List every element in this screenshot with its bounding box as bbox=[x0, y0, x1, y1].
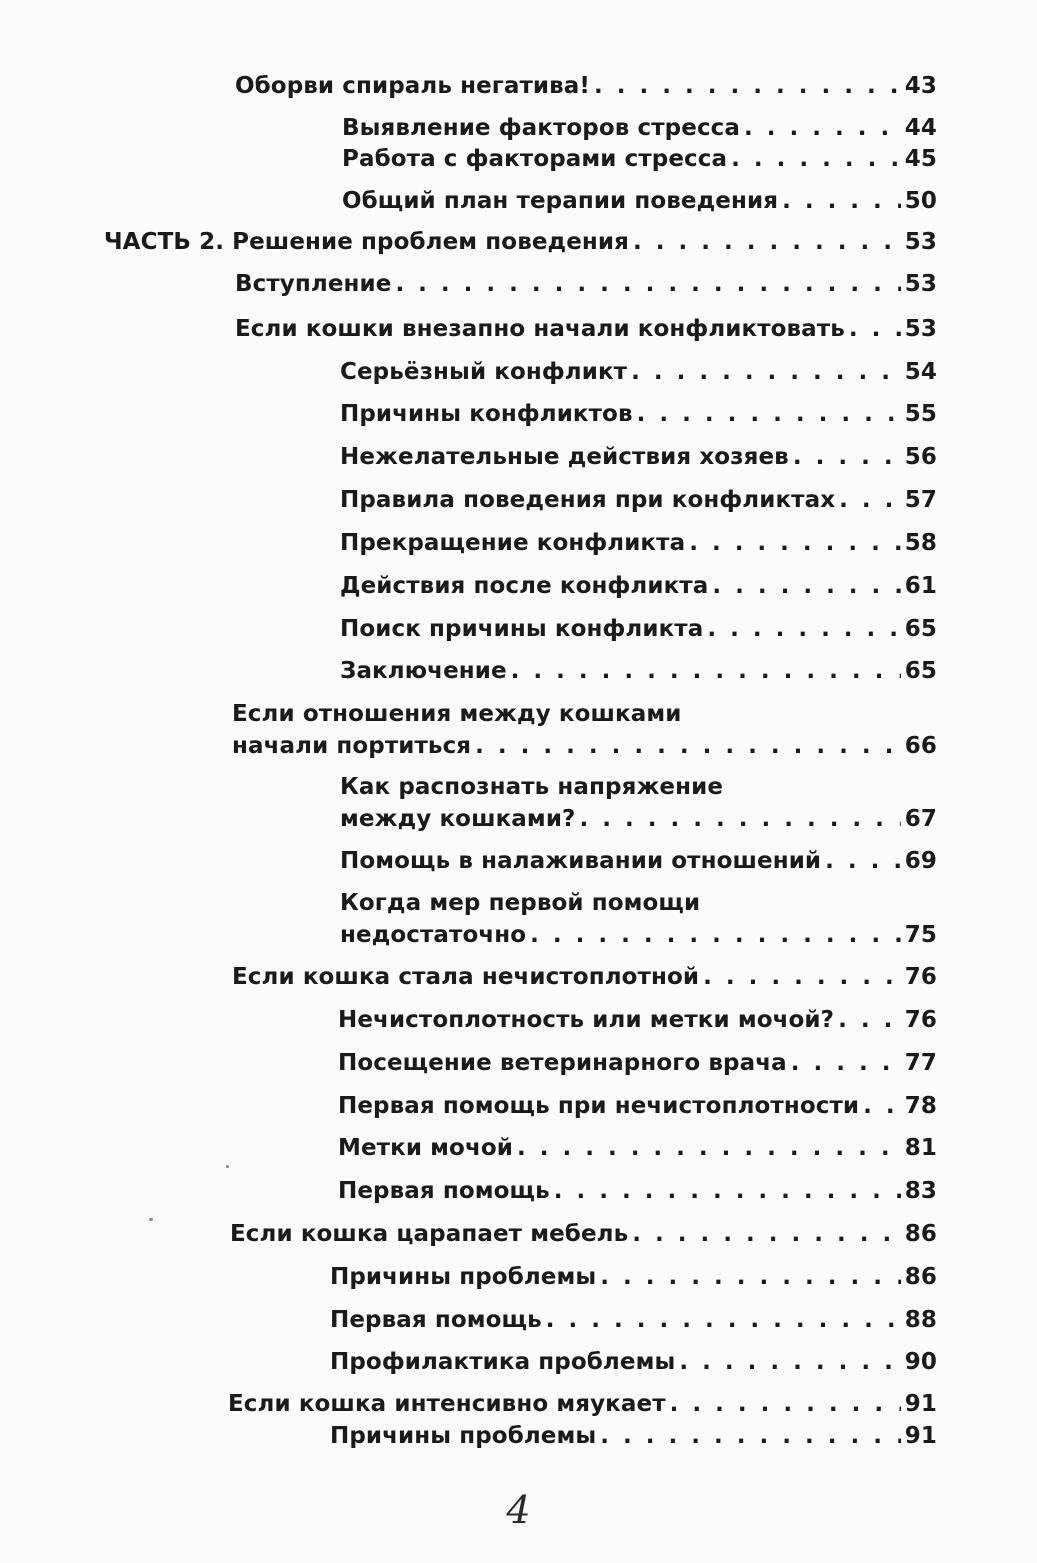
toc-entry-title: Нечистоплотность или метки мочой? bbox=[338, 1007, 835, 1033]
toc-leader-dots bbox=[744, 112, 901, 144]
toc-entry-page: 83 bbox=[904, 1178, 937, 1204]
toc-entry-title: Посещение ветеринарного врача bbox=[338, 1050, 787, 1076]
toc-leader-dots bbox=[689, 527, 901, 559]
toc-entry bbox=[340, 845, 937, 877]
toc-entry-title: Причины проблемы bbox=[330, 1264, 597, 1290]
toc-entry bbox=[338, 1175, 937, 1207]
toc-entry bbox=[104, 226, 937, 258]
toc-entry-page: 69 bbox=[904, 848, 937, 874]
toc-entry-page: 65 bbox=[904, 658, 937, 684]
toc-entry-page: 78 bbox=[904, 1093, 937, 1119]
toc-entry bbox=[342, 185, 937, 217]
toc-entry bbox=[330, 1420, 937, 1452]
toc-entry-page: 53 bbox=[904, 229, 937, 255]
toc-entry-page: 43 bbox=[904, 73, 937, 99]
toc-entry-page: 91 bbox=[904, 1391, 937, 1417]
toc-leader-dots bbox=[849, 313, 901, 345]
toc-entry-title-line1: Если отношения между кошками bbox=[232, 701, 682, 727]
toc-entry-page: 81 bbox=[904, 1135, 937, 1161]
toc-entry-page: 65 bbox=[904, 616, 937, 642]
toc-entry-page: 88 bbox=[904, 1307, 937, 1333]
toc-entry bbox=[342, 143, 937, 175]
toc-entry bbox=[330, 1261, 937, 1293]
toc-entry-title: Правила поведения при конфликтах bbox=[340, 487, 836, 513]
toc-entry-page: 45 bbox=[904, 146, 937, 172]
toc-leader-dots bbox=[791, 1047, 901, 1079]
toc-entry-page: 90 bbox=[904, 1349, 937, 1375]
page-number: 4 bbox=[506, 1488, 531, 1532]
toc-entry bbox=[338, 1004, 937, 1036]
toc-leader-dots bbox=[839, 484, 901, 516]
toc-entry-page: 86 bbox=[904, 1221, 937, 1247]
toc-entry-title: Причины конфликтов bbox=[340, 401, 633, 427]
toc-entry-page: 56 bbox=[904, 444, 937, 470]
toc-entry bbox=[338, 1090, 937, 1122]
toc-entry bbox=[230, 1218, 937, 1250]
toc-entry bbox=[340, 484, 937, 516]
toc-entry-title-line1: Как распознать напряжение bbox=[340, 774, 724, 800]
toc-entry-title: Если кошки внезапно начали конфликтовать bbox=[235, 316, 845, 342]
toc-leader-dots bbox=[511, 655, 901, 687]
toc-entry-title: Если кошка интенсивно мяукает bbox=[228, 1391, 666, 1417]
toc-entry bbox=[340, 655, 937, 687]
toc-entry bbox=[338, 1047, 937, 1079]
toc-leader-dots bbox=[554, 1175, 901, 1207]
toc-entry bbox=[330, 1346, 937, 1378]
toc-leader-dots bbox=[793, 441, 901, 473]
toc-leader-dots bbox=[600, 1420, 900, 1452]
toc-entry bbox=[340, 613, 937, 645]
toc-entry-title: Общий план терапии поведения bbox=[342, 188, 779, 214]
toc-leader-dots bbox=[825, 845, 901, 877]
toc-leader-dots bbox=[679, 1346, 900, 1378]
toc-entry-page: 55 bbox=[904, 401, 937, 427]
toc-entry-title: Если кошка царапает мебель bbox=[230, 1221, 629, 1247]
toc-entry-page: 53 bbox=[904, 316, 937, 342]
toc-entry-title: Вступление bbox=[235, 271, 392, 297]
toc-entry-title-line1: Когда мер первой помощи bbox=[340, 890, 701, 916]
toc-entry bbox=[338, 1132, 937, 1164]
toc-entry bbox=[235, 268, 937, 300]
toc-leader-dots bbox=[863, 1090, 901, 1122]
toc-leader-dots bbox=[546, 1304, 901, 1336]
toc-leader-dots bbox=[712, 570, 900, 602]
toc-entry bbox=[340, 398, 937, 430]
toc-leader-dots bbox=[707, 613, 900, 645]
toc-leader-dots bbox=[703, 961, 901, 993]
toc-entry-page: 76 bbox=[904, 1007, 937, 1033]
toc-entry bbox=[340, 887, 937, 951]
toc-entry-page: 61 bbox=[904, 573, 937, 599]
toc-entry-title: ЧАСТЬ 2. Решение проблем поведения bbox=[104, 229, 629, 255]
toc-entry-page: 58 bbox=[904, 530, 937, 556]
toc-entry-title: Если кошка стала нечистоплотной bbox=[232, 964, 700, 990]
toc-entry-page: 86 bbox=[904, 1264, 937, 1290]
toc-entry bbox=[340, 570, 937, 602]
toc-leader-dots bbox=[838, 1004, 901, 1036]
toc-leader-dots bbox=[633, 226, 901, 258]
toc-leader-dots bbox=[670, 1388, 901, 1420]
toc-entry-title: Заключение bbox=[340, 658, 507, 684]
toc-leader-dots bbox=[517, 1132, 901, 1164]
toc-entry-title: Первая помощь bbox=[338, 1178, 550, 1204]
toc-leader-dots bbox=[600, 1261, 900, 1293]
toc-entry-page: 76 bbox=[904, 964, 937, 990]
toc-entry-title: Оборви спираль негатива! bbox=[235, 73, 591, 99]
toc-entry-title: Прекращение конфликта bbox=[340, 530, 686, 556]
paper-speck bbox=[226, 1165, 229, 1168]
toc-entry-page: 54 bbox=[904, 359, 937, 385]
toc-entry bbox=[235, 313, 937, 345]
toc-entry bbox=[235, 70, 937, 102]
toc-entry bbox=[340, 356, 937, 388]
toc-entry bbox=[342, 112, 937, 144]
toc-leader-dots bbox=[594, 70, 901, 102]
toc-leader-dots bbox=[631, 356, 901, 388]
toc-entry bbox=[340, 441, 937, 473]
toc-entry bbox=[232, 698, 937, 762]
toc-entry-title: Причины проблемы bbox=[330, 1423, 597, 1449]
toc-entry-title: Выявление факторов стресса bbox=[342, 115, 741, 141]
toc-entry-page: 66 bbox=[904, 733, 937, 759]
toc-entry-title: Действия после конфликта bbox=[340, 573, 709, 599]
toc-leader-dots bbox=[395, 268, 900, 300]
toc-entry bbox=[228, 1388, 937, 1420]
toc-entry-page: 77 bbox=[904, 1050, 937, 1076]
toc-entry-page: 67 bbox=[904, 806, 937, 832]
toc-entry-page: 44 bbox=[904, 115, 937, 141]
toc-entry-page: 53 bbox=[904, 271, 937, 297]
paper-speck bbox=[149, 1218, 153, 1221]
toc-leader-dots bbox=[475, 730, 901, 762]
toc-entry-title: Профилактика проблемы bbox=[330, 1349, 676, 1375]
toc-leader-dots bbox=[637, 398, 901, 430]
toc-entry-page: 57 bbox=[904, 487, 937, 513]
toc-entry-title: Помощь в налаживании отношений bbox=[340, 848, 822, 874]
toc-entry bbox=[340, 527, 937, 559]
toc-entry-title: недостаточно bbox=[340, 922, 527, 948]
toc-leader-dots bbox=[530, 919, 901, 951]
toc-entry-title: Работа с факторами стресса bbox=[342, 146, 728, 172]
toc-entry bbox=[330, 1304, 937, 1336]
toc-entry-title: Нежелательные действия хозяев bbox=[340, 444, 789, 470]
toc-entry bbox=[340, 771, 937, 835]
toc-entry-page: 91 bbox=[904, 1423, 937, 1449]
toc-entry bbox=[232, 961, 937, 993]
toc-entry-title: Поиск причины конфликта bbox=[340, 616, 704, 642]
toc-entry-title: Первая помощь при нечистоплотности bbox=[338, 1093, 860, 1119]
toc-leader-dots bbox=[632, 1218, 901, 1250]
toc-entry-title: Серьёзный конфликт bbox=[340, 359, 628, 385]
toc-leader-dots bbox=[731, 143, 901, 175]
toc-entry-page: 75 bbox=[904, 922, 937, 948]
toc-entry-title: между кошками? bbox=[340, 806, 576, 832]
toc-leader-dots bbox=[580, 803, 901, 835]
toc-entry-title: Метки мочой bbox=[338, 1135, 513, 1161]
toc-entry-title: начали портиться bbox=[232, 733, 472, 759]
toc-entry-title: Первая помощь bbox=[330, 1307, 542, 1333]
toc-leader-dots bbox=[782, 185, 901, 217]
toc-entry-page: 50 bbox=[904, 188, 937, 214]
